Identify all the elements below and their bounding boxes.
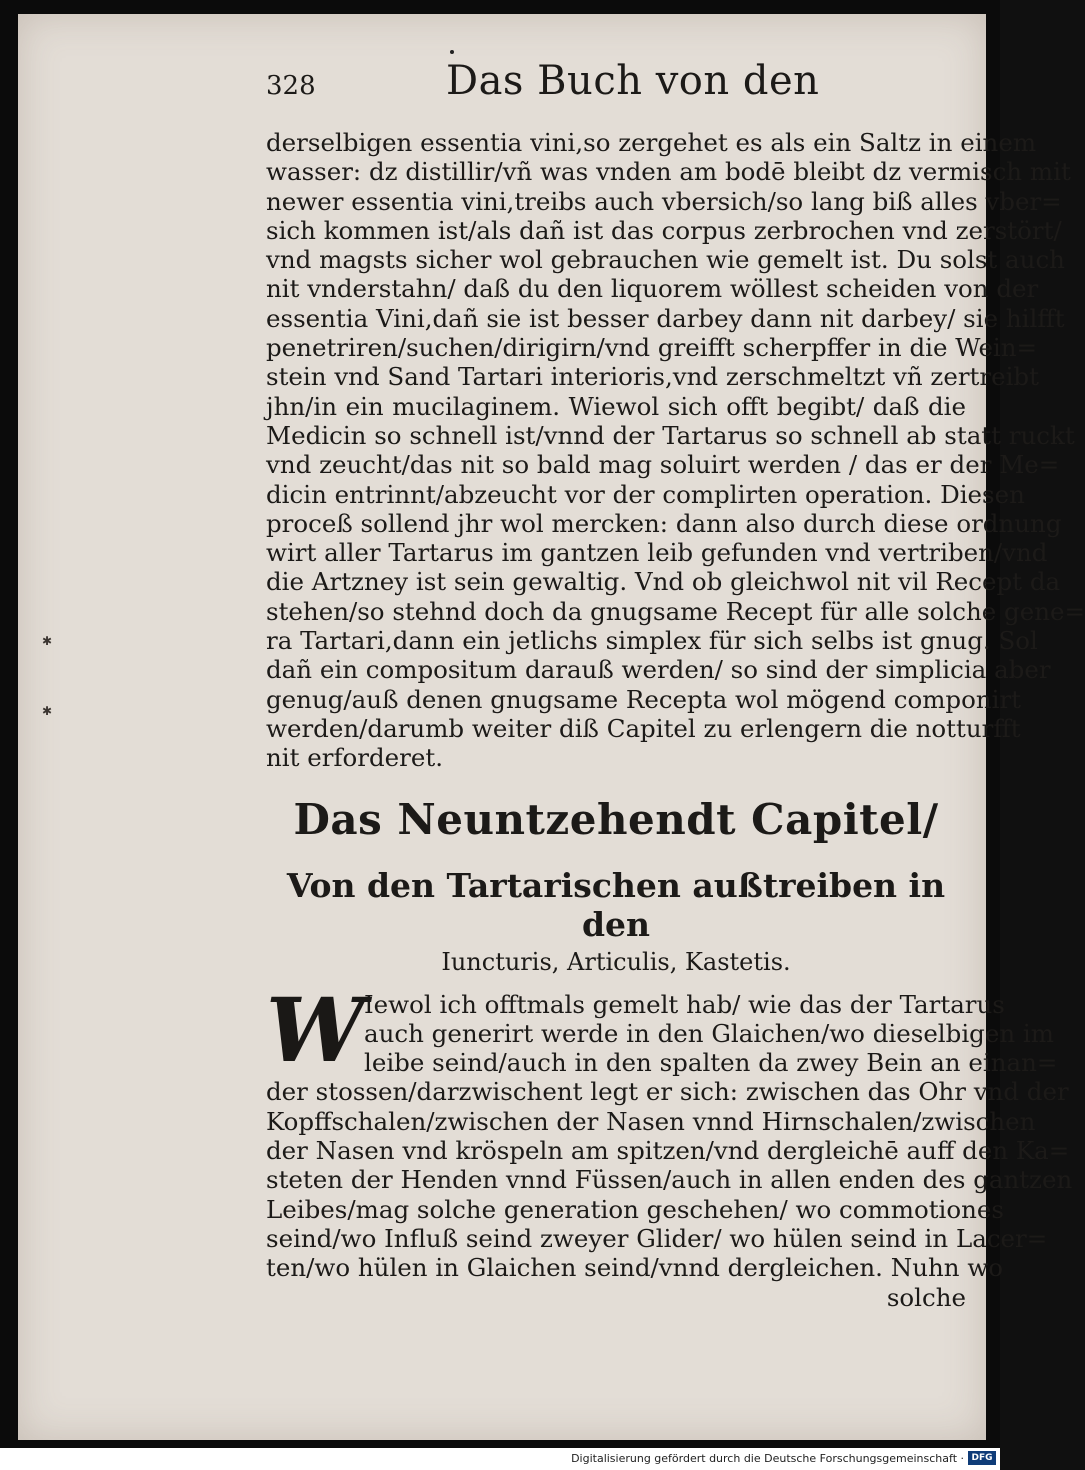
chapter-subtitle: Von den Tartarischen außtreiben in den [286,865,946,944]
margin-mark: ✱ [42,634,53,648]
text-line: penetriren/suchen/dirigirn/vnd greifft scherpffer in die Wein= [266,333,1038,363]
text-line: proceß sollend jhr wol mercken: dann also durch diese ordnung [266,508,1062,538]
margin-mark: ✱ [42,704,53,718]
paragraph-1 [266,128,1085,773]
paragraph-2 [266,977,1073,1283]
text-line: Kopffschalen/zwischen der Nasen vnnd Hirnschalen/zwischen [266,1106,1036,1136]
text-line: essentia Vini,dañ sie ist besser darbey dann nit darbey/ sie hilfft [266,303,1065,333]
text-line: ten/wo hülen in Glaichen seind/vnnd dergleichen. Nuhn wo [266,1253,1004,1283]
text-line: stein vnd Sand Tartari interioris,vnd zerschmeltzt vñ zertreibt [266,362,1039,392]
ink-dot [450,50,454,54]
funding-notice: Digitalisierung gefördert durch die Deutsche Forschungsgemeinschaft · [571,1452,964,1465]
text-line: wasser: dz distillir/vñ was vnden am bodē bleibt dz vermisch mit [266,157,1071,187]
running-head-title: Das Buch von den [446,58,820,104]
catchword: solche [886,1282,966,1312]
text-line: nit vnderstahn/ daß du den liquorem wöllest scheiden von der [266,274,1039,304]
chapter-title: Das Neuntzehendt Capitel/ [293,794,939,844]
text-line: der Nasen vnd kröspeln am spitzen/vnd dergleichē auff den Ka= [266,1136,1070,1166]
text-line: jhn/in ein mucilaginem. Wiewol sich offt begibt/ daß die [266,391,966,421]
decorated-initial: W [266,977,365,1082]
text-line: dicin entrinnt/abzeucht vor der complirten operation. Diesen [266,479,1025,509]
text-line: dañ ein compositum darauß werden/ so sind der simplicia aber [266,655,1051,685]
text-line: sich kommen ist/als dañ ist das corpus zerbrochen vnd zerstört/ [266,215,1062,245]
text-line: Iewol ich offtmals gemelt hab/ wie das der Tartarus [364,989,1005,1019]
page-number: 328 [266,71,316,101]
running-head [266,58,966,128]
text-line: auch generirt werde in den Glaichen/wo dieselbigen im [364,1018,1054,1048]
text-line: stehen/so stehnd doch da gnugsame Recept für alle solche gene= [266,596,1085,626]
text-line: die Artzney ist sein gewaltig. Vnd ob gleichwol nit vil Recept da [266,567,1061,597]
dfg-logo-icon: DFG [968,1451,996,1465]
text-line: genug/auß denen gnugsame Recepta wol mögend componirt [266,684,1022,714]
text-line: seind/wo Influß seind zweyer Glider/ wo hülen seind in Lacer= [266,1223,1048,1253]
text-line: der stossen/darzwischent legt er sich: zwischen das Ohr vnd der [266,1077,1069,1107]
text-line: vnd magsts sicher wol gebrauchen wie gemelt ist. Du solst auch [266,245,1065,275]
text-line: werden/darumb weiter diß Capitel zu erlengern die notturfft [266,713,1021,743]
text-line: steten der Henden vnnd Füssen/auch in allen enden des gantzen [266,1165,1073,1195]
text-line: newer essentia vini,treibs auch vbersich/so lang biß alles vber= [266,186,1062,216]
text-line: derselbigen essentia vini,so zergehet es als ein Saltz in einem [266,128,1037,157]
chapter-subtitle-latin: Iuncturis, Articulis, Kastetis. [441,947,791,976]
book-page [18,14,1085,1440]
text-line: Leibes/mag solche generation geschehen/ wo commotiones [266,1194,1004,1224]
text-line: leibe seind/auch in den spalten da zwey Bein an einan= [364,1048,1058,1078]
text-line: vnd zeucht/das nit so bald mag soluirt werden / das er der Me= [266,450,1060,480]
text-line: wirt aller Tartarus im gantzen leib gefunden vnd vertriben/vnd [266,538,1048,568]
footer-bar [0,1448,1000,1470]
text-line: nit erforderet. [266,743,444,773]
text-line: Medicin so schnell ist/vnnd der Tartarus so schnell ab statt ruckt [266,420,1075,450]
text-line: ra Tartari,dann ein jetlichs simplex für sich selbs ist gnug. Sol [266,626,1038,656]
page-content [266,58,1085,1312]
